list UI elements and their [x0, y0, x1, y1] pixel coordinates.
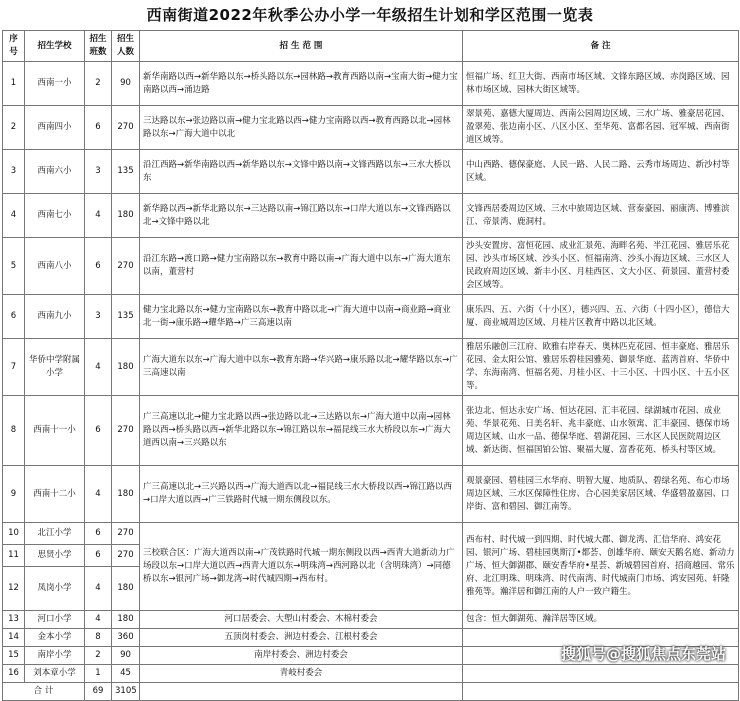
row-number: 7 — [3, 339, 25, 396]
header-people: 招生人数 — [112, 31, 140, 62]
class-count: 3 — [85, 295, 112, 339]
page-title: 西南街道2022年秋季公办小学一年级招生计划和学区范围一览表 — [0, 0, 740, 30]
scope-cell: 沿江东路→渡口路→健力宝南路以东→教育中路以南→广海大道中以东→广海大道东以南，董营村 — [140, 238, 463, 295]
school-name: 凤岗小学 — [25, 567, 85, 611]
scope-cell: 三达路以东→张边路以南→健力宝北路以西→健力宝南路以西→教育西路以北→园林路以东→广海大道中以北 — [140, 106, 463, 150]
class-count: 4 — [85, 466, 112, 523]
school-name: 金本小学 — [25, 629, 85, 647]
school-name: 西南九小 — [25, 295, 85, 339]
remark-cell: 恒福广场、红卫大街、西南市场区域、文锋东路区域、赤岗路区域、园林市场区域、园林大街区域等。 — [463, 62, 739, 106]
header-classes: 招生班数 — [85, 31, 112, 62]
school-name: 西南一小 — [25, 62, 85, 106]
row-number: 14 — [3, 629, 25, 647]
school-name: 西南四小 — [25, 106, 85, 150]
school-name: 西南八小 — [25, 238, 85, 295]
scope-cell: 河口居委会、大塱山村委会、木棉村委会 — [140, 611, 463, 629]
row-number: 2 — [3, 106, 25, 150]
class-count: 4 — [85, 194, 112, 238]
class-count: 1 — [85, 665, 112, 683]
enrollment-count: 135 — [112, 150, 140, 194]
row-number: 9 — [3, 466, 25, 523]
remark-cell: 雅居乐融创三江府、欧雅右岸春天、奥林匹克花园、恒丰豪庭、雅居乐花园、金太阳公馆、雅居乐碧桂园雅苑、御景华庭、蓝湾首府、华侨中学、东海南湾、恒福名苑、月桂小区、十三小区、十四小区、十五小区等。 — [463, 339, 739, 396]
school-name: 南岸小学 — [25, 647, 85, 665]
enrollment-count: 180 — [112, 194, 140, 238]
table-row — [3, 194, 739, 238]
row-number: 8 — [3, 396, 25, 466]
scope-cell: 南岸村委会、洲边村委会 — [140, 647, 463, 665]
enrollment-count: 270 — [112, 396, 140, 466]
enrollment-table — [2, 30, 739, 701]
empty-cell — [463, 683, 739, 701]
class-count: 2 — [85, 647, 112, 665]
school-name: 西南六小 — [25, 150, 85, 194]
school-name: 刘本章小学 — [25, 665, 85, 683]
class-count: 6 — [85, 523, 112, 545]
school-name: 思贤小学 — [25, 545, 85, 567]
table-row — [3, 238, 739, 295]
scope-cell: 五顶岗村委会、洲边村委会、江根村委会 — [140, 629, 463, 647]
enrollment-count: 90 — [112, 62, 140, 106]
row-number: 13 — [3, 611, 25, 629]
scope-cell: 青岐村委会 — [140, 665, 463, 683]
enrollment-count: 270 — [112, 238, 140, 295]
enrollment-count: 180 — [112, 567, 140, 611]
scope-cell: 广海大道东以东→广海大道中以东→教育东路→华兴路→康乐路以北→耀华路以东→广三高速以南 — [140, 339, 463, 396]
row-number: 1 — [3, 62, 25, 106]
remark-cell: 翠景苑、嘉德大厦周边、西南公园周边区域、三水广场、雅豪居花园、盈翠苑、张边南小区、八区小区、至华苑、富都名园、冠军城、西南街道区域等。 — [463, 106, 739, 150]
table-row — [3, 106, 739, 150]
table-row — [3, 295, 739, 339]
header-remark: 备 注 — [463, 31, 739, 62]
class-count: 3 — [85, 150, 112, 194]
table-row — [3, 62, 739, 106]
class-count: 6 — [85, 238, 112, 295]
scope-cell: 新华南路以西→新华路以东→桥头路以东→园林路→教育西路以南→宝南大街→健力宝南路以西→涌边路 — [140, 62, 463, 106]
scope-cell: 沿江西路→新华南路以西→新华路以东→文锋中路以南→文锋西路以东→三水大桥以东 — [140, 150, 463, 194]
header-school: 招生学校 — [25, 31, 85, 62]
table-row — [3, 396, 739, 466]
remark-cell — [463, 665, 739, 683]
enrollment-count: 45 — [112, 665, 140, 683]
row-number: 16 — [3, 665, 25, 683]
enrollment-count: 90 — [112, 647, 140, 665]
row-number: 15 — [3, 647, 25, 665]
class-count: 6 — [85, 396, 112, 466]
row-number: 4 — [3, 194, 25, 238]
remark-cell: 张边北、恒达永安广场、恒达花园、汇丰花园、绿湖城市花园、成业苑、华景花苑、日美名轩、兆丰豪庭、山水领寓、汇丰豪园、德保市场周边区域、山水一品、德保华庭、碧湖花园、三水区人民医院周边区域、新达街、恒福国铂公馆、聚福大厦、富香花苑、桥头村等区域。 — [463, 396, 739, 466]
enrollment-count: 180 — [112, 339, 140, 396]
table-row — [3, 665, 739, 683]
table-row — [3, 150, 739, 194]
row-number: 11 — [3, 545, 25, 567]
scope-cell: 广三高速以北→三兴路以西→广海大道西以北→福昆线三水大桥段以西→锦江路以西→口岸大道以西→广三铁路时代城一期东侧段以东。 — [140, 466, 463, 523]
class-count: 4 — [85, 567, 112, 611]
remark-cell: 康乐四、五、六街（十小区），德兴四、五、六街（十四小区），德信大厦、商业城周边区域、月桂片区教育中路以北区域。 — [463, 295, 739, 339]
merged-scope-cell: 三校联合区：广海大道西以南→广茂铁路时代城一期东侧段以西→西青大道新动力广场段以东→口岸大道以西→西青大道以东→明珠湾→西河路以北（含明珠湾）→同德桥以东→银河广场→御龙湾→时代城四期→西布村。 — [140, 523, 463, 611]
class-count: 6 — [85, 545, 112, 567]
class-count: 4 — [85, 611, 112, 629]
scope-cell: 新华路以西→新华北路以东→三达路以南→锦江路以东→口岸大道以东→文锋西路以北→文锋中路以北 — [140, 194, 463, 238]
enrollment-count: 270 — [112, 106, 140, 150]
total-classes: 69 — [85, 683, 112, 701]
watermark: 搜狐号@搜狐焦点东莞站 — [561, 643, 726, 664]
remark-cell: 包含：恒大御湖苑、瀚洋居等区域。 — [463, 611, 739, 629]
scope-cell: 广三高速以北→健力宝北路以西→张边路以北→三达路以东→广海大道中以南→园林路以西→桥头路以西→新华北路以东→锦江路以东→福昆线三水大桥段以东→广海大道西以南→三兴路以东 — [140, 396, 463, 466]
enrollment-count: 180 — [112, 611, 140, 629]
school-name: 华侨中学附属小学 — [25, 339, 85, 396]
table-row — [3, 523, 739, 545]
remark-cell: 文锋西居委周边区域、三水中旅周边区域、营泰豪园、丽康湾、博雅滨江、帝景湾、鹿洞村。 — [463, 194, 739, 238]
class-count: 4 — [85, 339, 112, 396]
class-count: 8 — [85, 629, 112, 647]
total-row — [3, 683, 739, 701]
school-name: 西南十二小 — [25, 466, 85, 523]
enrollment-count: 270 — [112, 523, 140, 545]
empty-cell — [140, 683, 463, 701]
enrollment-count: 270 — [112, 545, 140, 567]
school-name: 北江小学 — [25, 523, 85, 545]
row-number: 12 — [3, 567, 25, 611]
school-name: 西南十一小 — [25, 396, 85, 466]
total-label: 合 计 — [3, 683, 85, 701]
school-name: 河口小学 — [25, 611, 85, 629]
merged-remark-cell: 西布村、时代城一到四期、时代城大郡、御龙湾、汇信华府、鸿安花园、银河广场、碧桂园奥斯汀•都荟、创雄华府、颐安天鹅名庭、新动力广场、恒大御湖郡、颐安香华府•星荟、新城碧园首府、招商越园、常乐府、北江明珠、明珠湾、时代南湾、时代城南门市场、鸿安园苑、轩隆雅苑等。瀚洋居和御江南的人户一致户籍生。 — [463, 523, 739, 611]
table-row — [3, 611, 739, 629]
row-number: 3 — [3, 150, 25, 194]
enrollment-count: 180 — [112, 466, 140, 523]
school-name: 西南七小 — [25, 194, 85, 238]
class-count: 6 — [85, 106, 112, 150]
enrollment-count: 135 — [112, 295, 140, 339]
remark-cell: 观景豪园、碧桂园三水华府、明智大厦、地质队、碧绿名苑、布心市场周边区域、三水区保障性住房、合心园美家居区域、华盛碧盈嘉园、口岸街、富和碧园、御江南等。 — [463, 466, 739, 523]
class-count: 2 — [85, 62, 112, 106]
enrollment-count: 360 — [112, 629, 140, 647]
row-number: 10 — [3, 523, 25, 545]
row-number: 6 — [3, 295, 25, 339]
table-row — [3, 466, 739, 523]
header-scope: 招 生 范 围 — [140, 31, 463, 62]
header-no: 序号 — [3, 31, 25, 62]
remark-cell: 沙头安置房、富恒花园、成业汇景苑、海畔名苑、半江花园、雅居乐花园、沙头市场区域、沙头小区、恒福南湾、沙头小海边区域、三水区人民政府周边区域、新丰小区、月桂西区、文大小区、荷景园、董营村委会区域等。 — [463, 238, 739, 295]
row-number: 5 — [3, 238, 25, 295]
table-row — [3, 339, 739, 396]
scope-cell: 健力宝北路以东→健力宝南路以东→教育中路以北→广海大道中以南→商业路→商业北一街→康乐路→耀华路→广三高速以南 — [140, 295, 463, 339]
total-people: 3105 — [112, 683, 140, 701]
remark-cell: 中山西路、德保豪庭、人民一路、人民二路、云秀市场周边、新沙村等区域。 — [463, 150, 739, 194]
